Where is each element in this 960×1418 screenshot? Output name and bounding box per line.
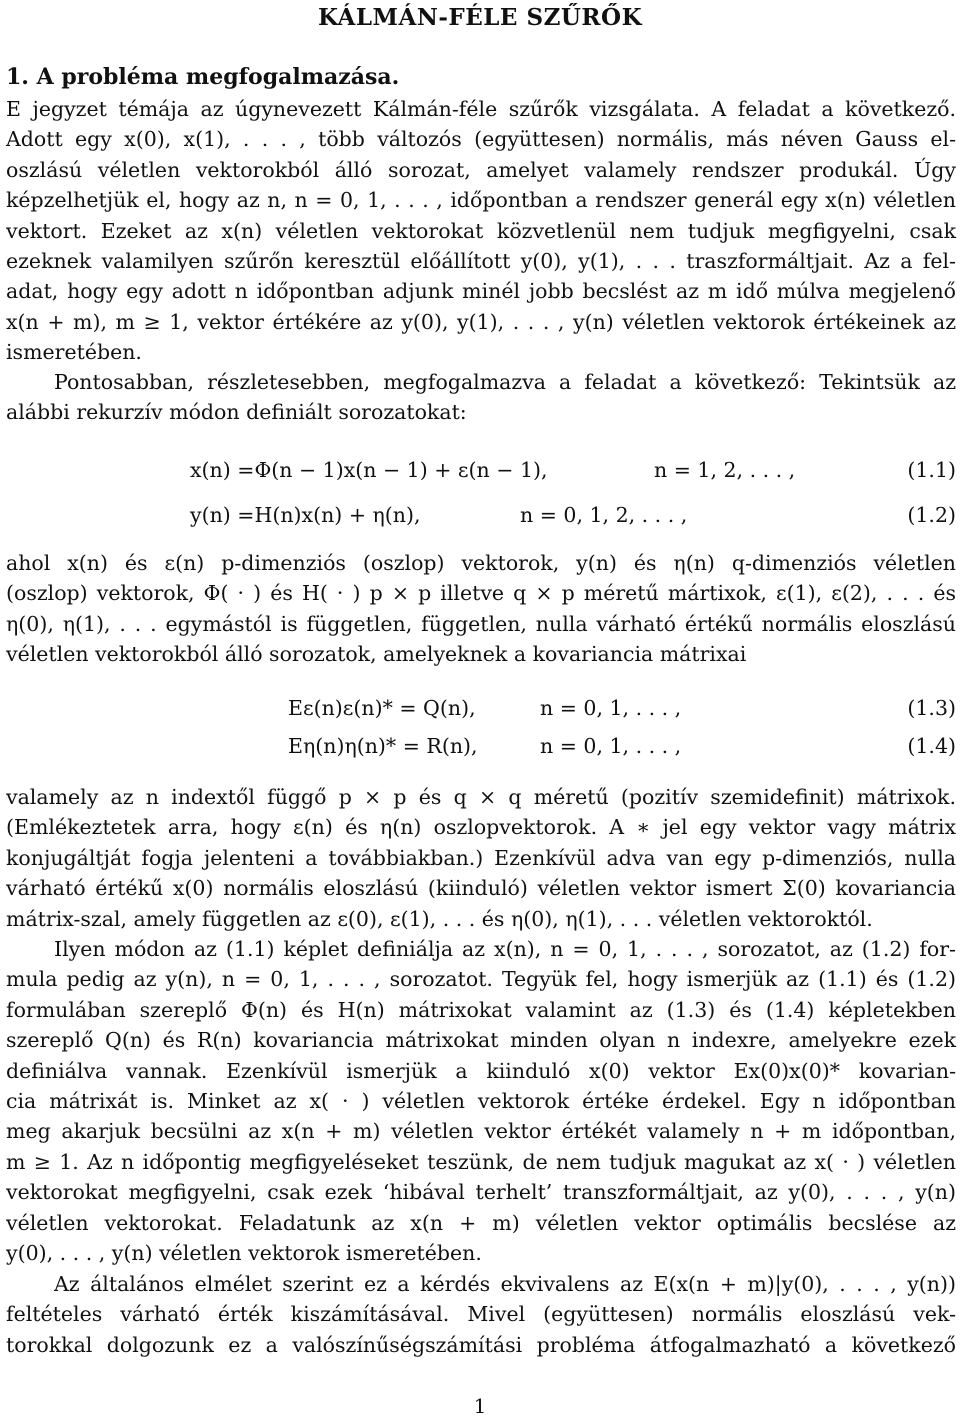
text-line: szereplő Q(n) és R(n) kovariancia mátrixokat minden olyan n indexre, amelyekre ezek bbox=[6, 1028, 956, 1053]
equation-1-2 bbox=[6, 499, 956, 531]
text-line: torokkal dolgozunk ez a valószínűségszámítási probléma átfogalmazható a következő bbox=[6, 1332, 956, 1357]
equation-condition: n = 0, 1, 2, . . . , bbox=[520, 503, 688, 527]
equation-1-4 bbox=[6, 730, 956, 762]
text-line: x(n + m), m ≥ 1, vektor értékére az y(0), y(1), . . . , y(n) véletlen vektorok értékeinek az bbox=[6, 309, 956, 334]
text-line: mátrix-szal, amely független az ε(0), ε(1), . . . és η(0), η(1), . . . véletlen vektoroktól. bbox=[6, 906, 873, 931]
text-line: mula pedig az y(n), n = 0, 1, . . . , sorozatot. Tegyük fel, hogy ismerjük az (1.1) és (1.2) bbox=[6, 967, 956, 992]
text-line: képzelhetjük el, hogy az n, n = 0, 1, . . . , időpontban a rendszer generál egy x(n) véletlen bbox=[6, 188, 956, 213]
section-heading: 1. A probléma megfogalmazása. bbox=[6, 64, 400, 90]
text-line: definiálva vannak. Ezenkívül ismerjük a kiinduló x(0) vektor Ex(0)x(0)* kovarian- bbox=[6, 1058, 956, 1083]
text-line: ahol x(n) és ε(n) p-dimenziós (oszlop) vektorok, y(n) és η(n) q-dimenziós véletlen bbox=[6, 551, 956, 575]
equation-expression: Eε(n)ε(n)* = Q(n), bbox=[288, 696, 476, 720]
equation-condition: n = 1, 2, . . . , bbox=[654, 458, 796, 482]
paragraph-intro bbox=[6, 94, 956, 368]
paragraph-conditional-expectation bbox=[6, 1269, 956, 1360]
text-line: meg akarjuk becsülni az x(n + m) véletlen vektor értékét valamely n + m időpontban, bbox=[6, 1119, 956, 1144]
text-line: formulában szereplő Φ(n) és H(n) mátrixokat valamint az (1.3) és (1.4) képletekben bbox=[6, 997, 956, 1022]
equation-number: (1.2) bbox=[907, 503, 956, 527]
paragraph-formulation bbox=[6, 934, 956, 1268]
equation-number: (1.1) bbox=[907, 458, 956, 482]
text-line: m ≥ 1. Az n időpontig megfigyeléseket teszünk, de nem tudjuk magukat az x( · ) véletlen bbox=[6, 1149, 956, 1174]
text-line: ezeknek valamilyen szűrőn keresztül előállított y(0), y(1), . . . traszformáltjait. Az a fel- bbox=[6, 248, 956, 273]
text-line: ismeretében. bbox=[6, 340, 142, 365]
text-line: feltételes várható érték kiszámításával. Mivel (együttesen) normális eloszlású vek- bbox=[6, 1302, 956, 1327]
text-line: oszlású véletlen vektorokból álló sorozat, amelyet valamely rendszer produkál. Úgy bbox=[6, 157, 956, 182]
text-line: valamely az n indextől függő p × p és q × q méretű (pozitív szemidefinit) mátrixok. bbox=[6, 785, 956, 809]
text-line: várható értékű x(0) normális eloszlású (kiinduló) véletlen vektor ismert Σ(0) kovariancia bbox=[6, 876, 956, 901]
equation-condition: n = 0, 1, . . . , bbox=[540, 734, 682, 758]
paragraph-where bbox=[6, 548, 956, 670]
equation-expression: x(n) =Φ(n − 1)x(n − 1) + ε(n − 1), bbox=[190, 458, 548, 482]
equation-number: (1.3) bbox=[907, 696, 956, 720]
paragraph-covariance bbox=[6, 782, 956, 934]
text-line: vektort. Ezeket az x(n) véletlen vektorokat közvetlenül nem tudjuk megfigyelni, csak bbox=[6, 218, 956, 243]
paragraph-definition bbox=[6, 367, 956, 428]
equation-1-3 bbox=[6, 692, 956, 724]
equation-condition: n = 0, 1, . . . , bbox=[540, 696, 682, 720]
equation-1-1 bbox=[6, 454, 956, 486]
text-line: konjugáltját fogja jelenteni a továbbiakban.) Ezenkívül adva van egy p-dimenziós, nulla bbox=[6, 845, 956, 870]
equation-number: (1.4) bbox=[907, 734, 956, 758]
equation-expression: Eη(n)η(n)* = R(n), bbox=[288, 734, 478, 758]
text-line: véletlen vektorokból álló sorozatok, amelyeknek a kovariancia mátrixai bbox=[6, 642, 747, 667]
text-line: Ilyen módon az (1.1) képlet definiálja az x(n), n = 0, 1, . . . , sorozatot, az (1.2) for- bbox=[54, 937, 956, 961]
text-line: cia mátrixát is. Minket az x( · ) véletlen vektorok értéke érdekel. Egy n időpontban bbox=[6, 1088, 956, 1113]
text-line: E jegyzet témája az úgynevezett Kálmán-féle szűrők vizsgálata. A feladat a következő. bbox=[6, 97, 956, 121]
document-title: KÁLMÁN-FÉLE SZŰRŐK bbox=[317, 4, 643, 31]
text-line: Pontosabban, részletesebben, megfogalmazva a feladat a következő: Tekintsük az bbox=[54, 370, 956, 394]
text-line: η(0), η(1), . . . egymástól is független, független, nulla várható értékű normális eloszlású bbox=[6, 611, 956, 636]
text-line: (oszlop) vektorok, Φ( · ) és H( · ) p × p illetve q × p méretű mártixok, ε(1), ε(2), . . . és bbox=[6, 581, 956, 606]
text-line: Az általános elmélet szerint ez a kérdés ekvivalens az E(x(n + m)|y(0), . . . , y(n)) bbox=[54, 1272, 956, 1296]
page-number: 1 bbox=[473, 1394, 487, 1418]
text-line: véletlen vektorokat. Feladatunk az x(n + m) véletlen vektor optimális becslése az bbox=[6, 1210, 956, 1235]
equation-expression: y(n) =H(n)x(n) + η(n), bbox=[190, 503, 421, 527]
text-line: Adott egy x(0), x(1), . . . , több változós (együttesen) normális, más néven Gauss el- bbox=[6, 127, 956, 152]
text-line: (Emlékeztetek arra, hogy ε(n) és η(n) oszlopvektorok. A ∗ jel egy vektor vagy mátrix bbox=[6, 815, 956, 840]
text-line: y(0), . . . , y(n) véletlen vektorok ismeretében. bbox=[6, 1240, 482, 1265]
text-line: vektorokat megfigyelni, csak ezek ‘hibával terhelt’ transzformáltjait, az y(0), . . . , y(n) bbox=[6, 1180, 956, 1205]
text-line: adat, hogy egy adott n időpontban adjunk minél jobb becslést az m idő múlva megjelenő bbox=[6, 279, 956, 304]
text-line: alábbi rekurzív módon definiált sorozatokat: bbox=[6, 400, 467, 425]
